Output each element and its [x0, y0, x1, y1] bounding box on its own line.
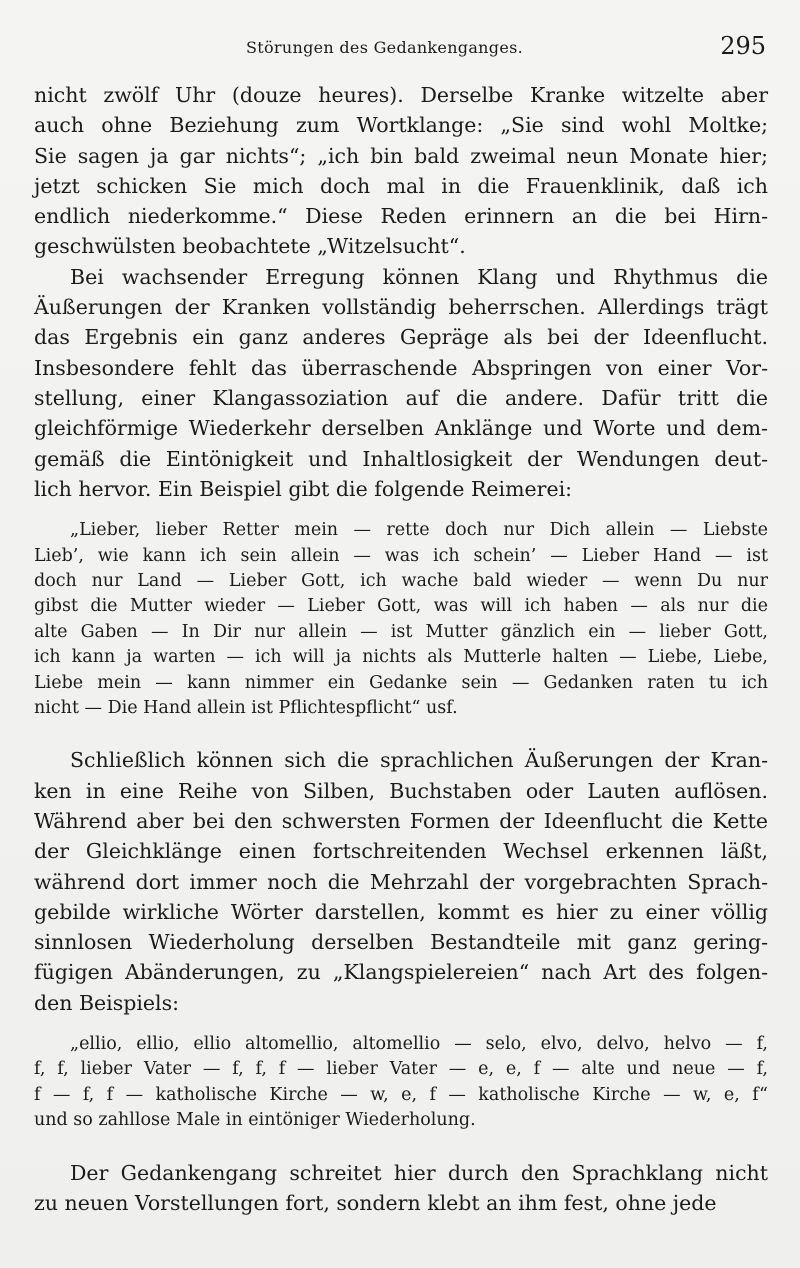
paragraph-gap — [34, 1134, 768, 1158]
text-line: sinnlosen Wiederholung derselben Bestandteile mit ganz gering- — [34, 930, 768, 955]
text-line: jetzt schicken Sie mich doch mal in die Frauenklinik, daß ich — [34, 173, 768, 198]
text-line: Äußerungen der Kranken vollständig beherrschen. Allerdings trägt — [34, 295, 768, 320]
page-number: 295 — [720, 32, 766, 60]
text-line: Während aber bei den schwersten Formen der Ideenflucht die Kette — [34, 809, 768, 833]
text-line: auch ohne Beziehung zum Wortklange: „Sie sind wohl Moltke; — [34, 113, 768, 138]
paragraph-gap — [34, 721, 768, 745]
text-line: alte Gaben — In Dir nur allein — ist Mutter gänzlich ein — lieber Gott, — [34, 621, 768, 642]
text-line: doch nur Land — Lieber Gott, ich wache bald wieder — wenn Du nur — [34, 570, 768, 591]
text-line: f — f, f — katholische Kirche — w, e, f — katholische Kirche — w, e, f“ — [34, 1084, 768, 1105]
block-quote — [34, 518, 768, 721]
text-line: „ellio, ellio, ellio altomellio, altomellio — selo, elvo, delvo, helvo — f, — [70, 1034, 768, 1055]
text-line: f, f, lieber Vater — f, f, f — lieber Vater — e, e, f — alte und neue — f, — [34, 1059, 768, 1080]
paragraph-gap — [34, 1018, 768, 1032]
text-line: Schließlich können sich die sprachlichen Äußerungen der Kran- — [70, 748, 768, 773]
running-head: Störungen des Gedankenganges. — [246, 38, 523, 57]
paragraph — [34, 745, 768, 1018]
text-line: gebilde wirkliche Wörter darstellen, kommt es hier zu einer völlig — [34, 899, 768, 924]
text-line: Insbesondere fehlt das überraschende Abspringen von einer Vor- — [34, 355, 768, 380]
text-line: ken in eine Reihe von Silben, Buchstaben oder Lauten auflösen. — [34, 778, 768, 803]
page-header — [34, 28, 766, 68]
body-text — [34, 80, 768, 1218]
text-line: Bei wachsender Erregung können Klang und Rhythmus die — [70, 264, 768, 289]
paragraph — [34, 1158, 768, 1219]
block-quote — [34, 1032, 768, 1134]
text-line: zu neuen Vorstellungen fort, sondern klebt an ihm fest, ohne jede — [34, 1191, 717, 1215]
text-line: ich kann ja warten — ich will ja nichts als Mutterle halten — Liebe, Liebe, — [34, 647, 768, 668]
text-line: stellung, einer Klangassoziation auf die andere. Dafür tritt die — [34, 385, 768, 410]
text-line: der Gleichklänge einen fortschreitenden Wechsel erkennen läßt, — [34, 839, 768, 864]
text-line: gemäß die Eintönigkeit und Inhaltlosigkeit der Wendungen deut- — [34, 446, 768, 471]
text-line: fügigen Abänderungen, zu „Klangspielereien“ nach Art des folgen- — [34, 960, 768, 985]
text-line: Liebe mein — kann nimmer ein Gedanke sein — Gedanken raten tu ich — [34, 672, 768, 693]
paragraph — [34, 80, 768, 262]
text-line: geschwülsten beobachtete „Witzelsucht“. — [34, 234, 466, 259]
text-line: Der Gedankengang schreitet hier durch den Sprachklang nicht — [70, 1160, 768, 1185]
paragraph — [34, 262, 768, 504]
text-line: lich hervor. Ein Beispiel gibt die folgende Reimerei: — [34, 476, 573, 501]
text-line: Lieb’, wie kann ich sein allein — was ich schein’ — Lieber Hand — ist — [34, 545, 768, 566]
text-line: und so zahllose Male in eintöniger Wiederholung. — [34, 1110, 476, 1131]
text-line: endlich niederkomme.“ Diese Reden erinnern an die bei Hirn- — [34, 204, 768, 229]
text-line: während dort immer noch die Mehrzahl der vorgebrachten Sprach- — [34, 869, 768, 894]
text-line: gibst die Mutter wieder — Lieber Gott, was will ich haben — als nur die — [34, 596, 768, 617]
text-line: gleichförmige Wiederkehr derselben Anklänge und Worte und dem- — [34, 416, 768, 441]
text-line: nicht zwölf Uhr (douze heures). Derselbe Kranke witzelte aber — [34, 83, 768, 107]
text-line: „Lieber, lieber Retter mein — rette doch nur Dich allein — Liebste — [70, 520, 768, 541]
paragraph-gap — [34, 504, 768, 518]
text-line: das Ergebnis ein ganz anderes Gepräge als bei der Ideenflucht. — [34, 325, 768, 350]
text-line: Sie sagen ja gar nichts“; „ich bin bald zweimal neun Monate hier; — [34, 143, 768, 168]
text-line: nicht — Die Hand allein ist Pflichtespflicht“ usf. — [34, 698, 458, 718]
text-line: den Beispiels: — [34, 990, 180, 1015]
